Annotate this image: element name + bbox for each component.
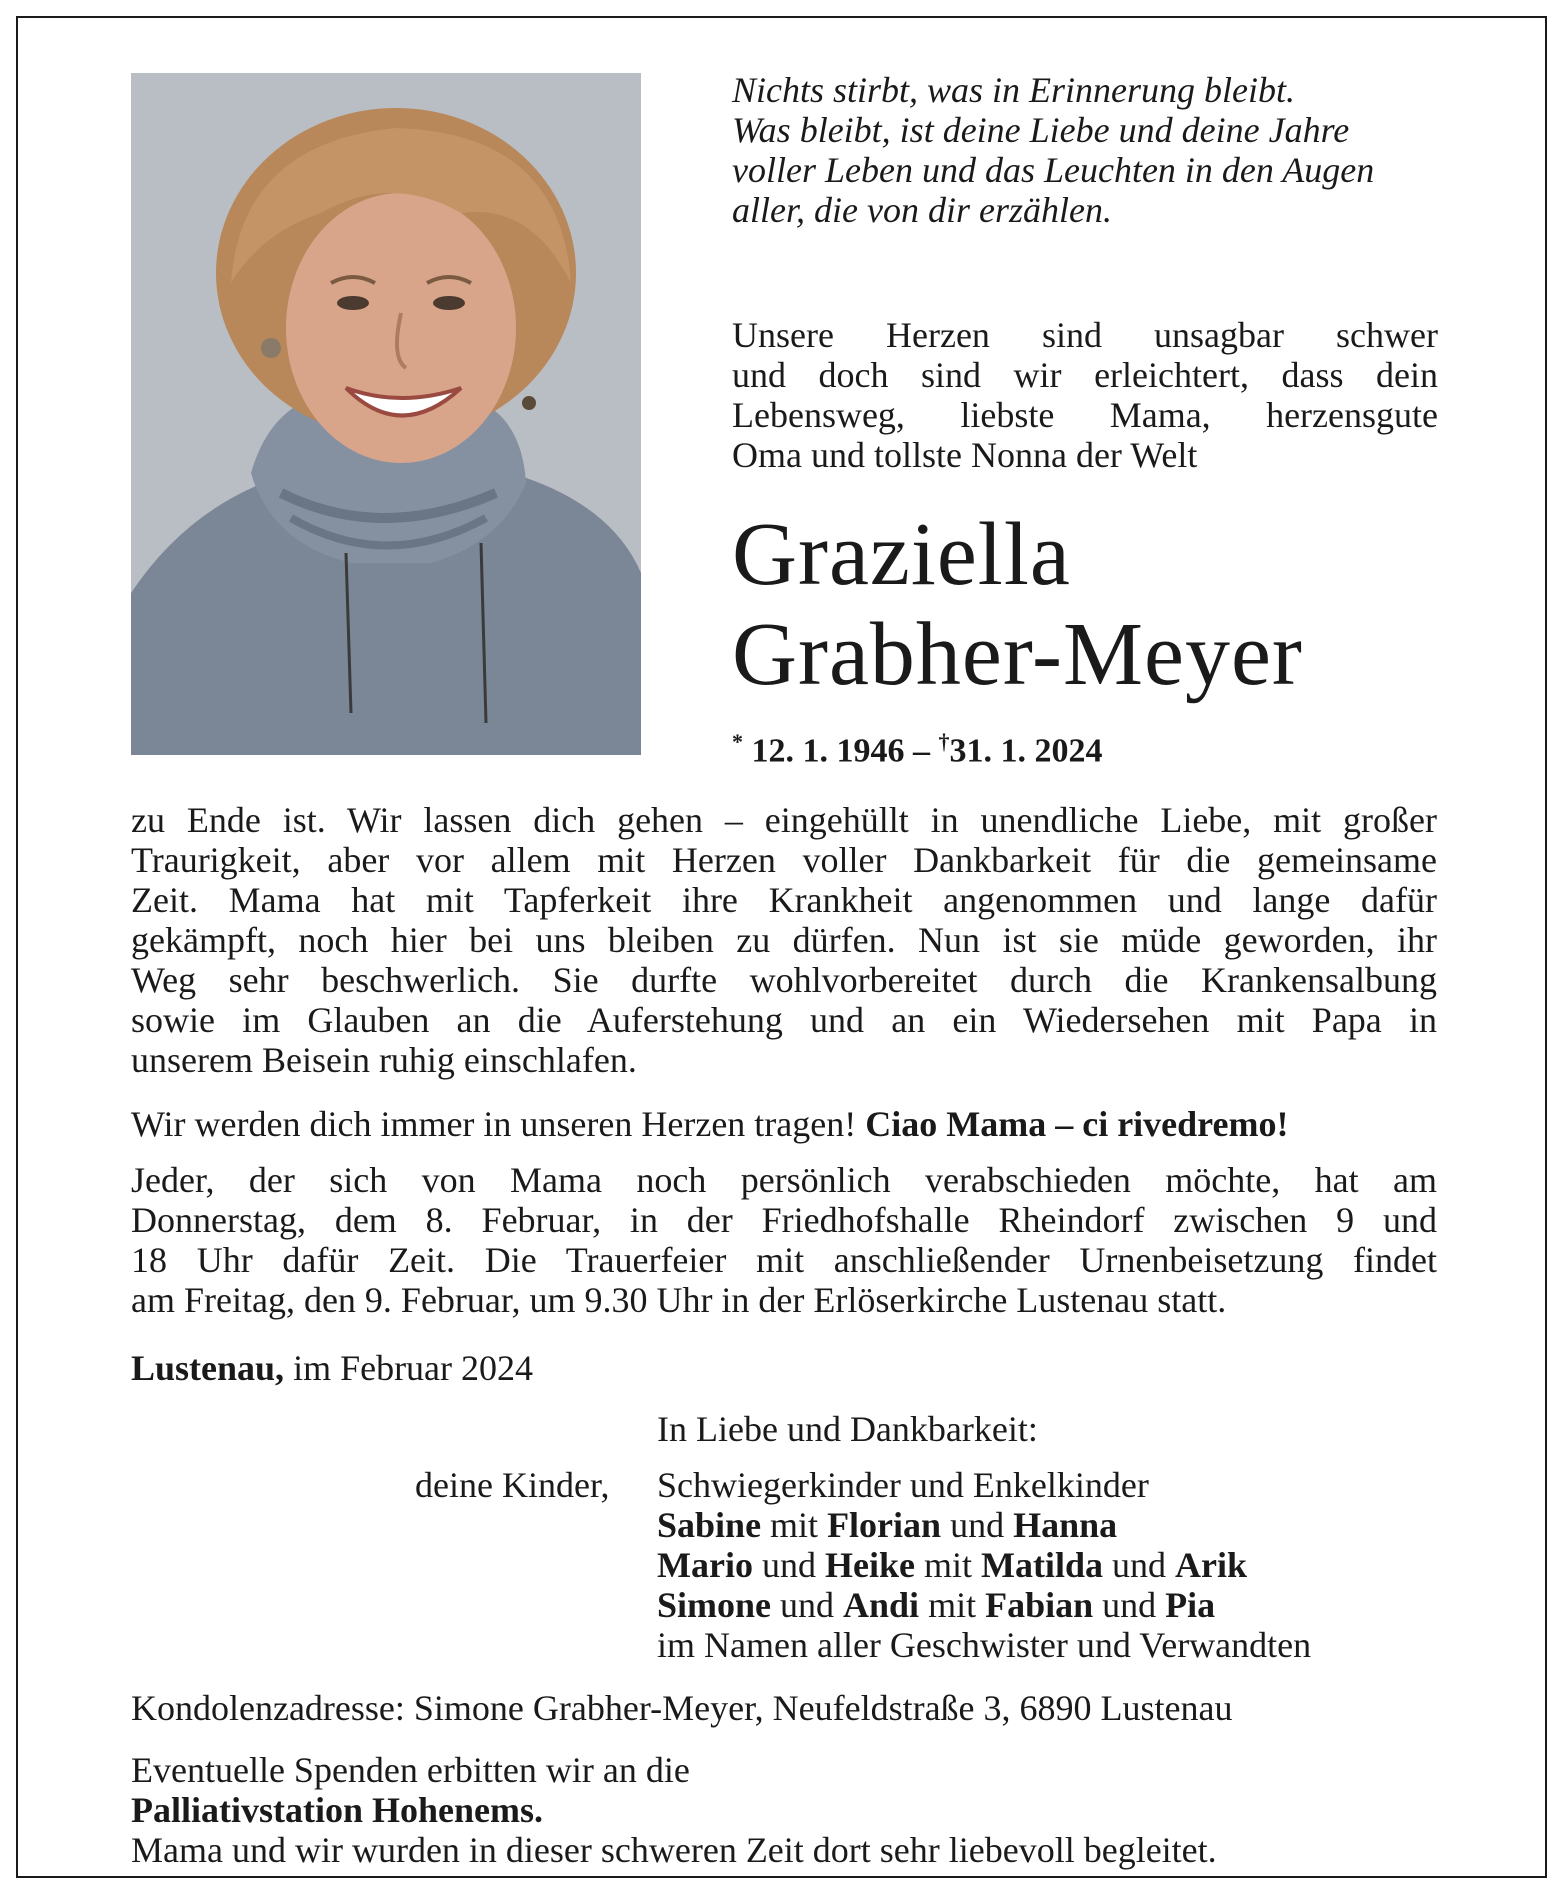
body-line: Weg sehr beschwerlich. Sie durfte wohlvorbereitet durch die Krankensalbung xyxy=(131,960,1437,1000)
donation-bold: Palliativstation Hohenems. xyxy=(131,1790,543,1830)
body-line: unserem Beisein ruhig einschlafen. xyxy=(131,1040,637,1080)
portrait-illustration xyxy=(131,73,641,755)
ceremony-line: am Freitag, den 9. Februar, um 9.30 Uhr in der Erlöserkirche Lustenau statt. xyxy=(131,1280,1227,1320)
death-mark: † xyxy=(938,729,950,754)
signature-kinder-text: Schwiegerkinder und Enkelkinder xyxy=(657,1465,1149,1505)
body-line: sowie im Glauben an die Auferstehung und an ein Wiedersehen mit Papa in xyxy=(131,1000,1437,1040)
signature-intro: In Liebe und Dankbarkeit: xyxy=(657,1409,1038,1449)
quote-line: aller, die von dir erzählen. xyxy=(732,190,1112,230)
family-name: Florian xyxy=(827,1505,942,1545)
intro-line: und doch sind wir erleichtert, dass dein xyxy=(732,355,1438,395)
place-city: Lustenau, xyxy=(131,1348,285,1388)
quote-line: Was bleibt, ist deine Liebe und deine Jahre xyxy=(732,110,1350,150)
family-closing: im Namen aller Geschwister und Verwandten xyxy=(657,1625,1312,1665)
farewell-bold: Ciao Mama – ci rivedremo! xyxy=(865,1104,1289,1144)
family-name: Sabine xyxy=(657,1505,762,1545)
main-text xyxy=(131,800,1437,1080)
life-dates xyxy=(732,722,1103,771)
body-line: gekämpft, noch hier bei uns bleiben zu dürfen. Nun ist sie müde geworden, ihr xyxy=(131,920,1437,960)
ceremony-line: Donnerstag, dem 8. Februar, in der Friedhofshalle Rheindorf zwischen 9 und xyxy=(131,1200,1437,1240)
ceremony-paragraph xyxy=(131,1160,1437,1320)
family-name: Hanna xyxy=(1013,1505,1118,1545)
place-date xyxy=(131,1348,533,1388)
body-line: Zeit. Mama hat mit Tapferkeit ihre Krankheit angenommen und lange dafür xyxy=(131,880,1437,920)
ceremony-line: 18 Uhr dafür Zeit. Die Trauerfeier mit anschließender Urnenbeisetzung findet xyxy=(131,1240,1437,1280)
family-connector: und xyxy=(761,1545,816,1585)
place-date-text: im Februar 2024 xyxy=(293,1348,534,1388)
portrait-photo xyxy=(131,73,641,755)
family-row xyxy=(657,1505,1311,1545)
intro-line: Lebensweg, liebste Mama, herzensgute xyxy=(732,395,1438,435)
family-name: Andi xyxy=(843,1585,920,1625)
body-line: Traurigkeit, aber vor allem mit Herzen voller Dankbarkeit für die gemeinsame xyxy=(131,840,1437,880)
ceremony-line: Jeder, der sich von Mama noch persönlich verabschieden möchte, hat am xyxy=(131,1160,1437,1200)
family-row xyxy=(657,1585,1311,1625)
memorial-quote xyxy=(732,70,1452,230)
donation-line xyxy=(131,1750,1217,1830)
family-name: Heike xyxy=(824,1545,915,1585)
family-name: Fabian xyxy=(985,1585,1094,1625)
intro-line: Unsere Herzen sind unsagbar schwer xyxy=(732,315,1438,355)
signature-kinder-label: deine Kinder, xyxy=(415,1465,610,1505)
donation-line2: Mama und wir wurden in dieser schweren Zeit dort sehr liebevoll begleitet. xyxy=(131,1830,1217,1870)
donation-note xyxy=(131,1750,1217,1870)
body-line: zu Ende ist. Wir lassen dich gehen – eingehüllt in unendliche Liebe, mit großer xyxy=(131,800,1437,840)
family-name: Arik xyxy=(1174,1545,1247,1585)
donation-text: Eventuelle Spenden erbitten wir an die xyxy=(131,1750,690,1790)
family-connector: und xyxy=(1102,1585,1157,1625)
death-date: 31. 1. 2024 xyxy=(949,732,1103,770)
family-connector: und xyxy=(950,1505,1005,1545)
intro-paragraph xyxy=(732,315,1438,475)
intro-line: Oma und tollste Nonna der Welt xyxy=(732,435,1198,475)
family-connector: mit xyxy=(923,1545,972,1585)
birth-date: 12. 1. 1946 xyxy=(751,732,905,770)
family-connector: mit xyxy=(928,1585,977,1625)
deceased-name xyxy=(732,505,1303,705)
condolence-address: Kondolenzadresse: Simone Grabher-Meyer, Neufeldstraße 3, 6890 Lustenau xyxy=(131,1688,1233,1728)
family-connector: mit xyxy=(770,1505,819,1545)
family-row xyxy=(657,1545,1311,1585)
family-name: Mario xyxy=(657,1545,753,1585)
family-name: Pia xyxy=(1165,1585,1216,1625)
family-list xyxy=(657,1505,1311,1665)
quote-line: Nichts stirbt, was in Erinnerung bleibt. xyxy=(732,70,1296,110)
last-name: Grabher-Meyer xyxy=(732,605,1303,704)
family-name: Simone xyxy=(657,1585,772,1625)
family-name: Matilda xyxy=(980,1545,1103,1585)
family-connector: und xyxy=(780,1585,835,1625)
quote-line: voller Leben und das Leuchten in den Augen xyxy=(732,150,1375,190)
family-connector: und xyxy=(1111,1545,1166,1585)
birth-mark: * xyxy=(732,729,743,754)
farewell-line xyxy=(131,1104,1441,1144)
farewell-text: Wir werden dich immer in unseren Herzen tragen! xyxy=(131,1104,857,1144)
first-name: Graziella xyxy=(732,505,1071,604)
date-dash: – xyxy=(913,732,930,770)
